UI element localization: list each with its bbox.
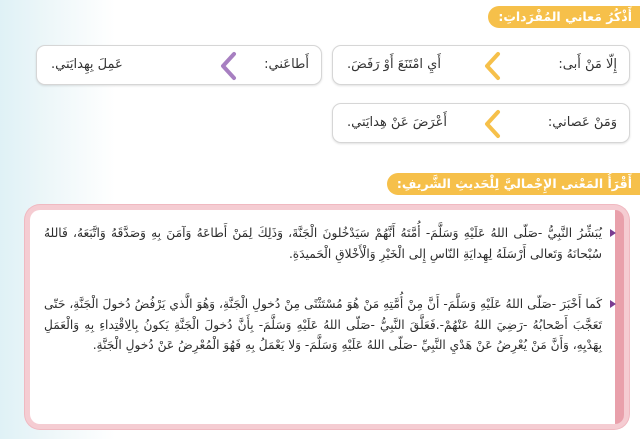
summary-paragraph-1: [44, 223, 602, 264]
paragraph-text: يُبَشِّرُ النَّبِيُّ -صَلّى اللهُ عَلَيْهِ وَسَلَّمَ- أُمَّتَهُ أَنَّهُمْ سَيَدْخُلونَ الْجَنَّةَ، وَذَلِكَ لِمَنْ أَطاعَهُ وَآمَنَ بِهِ وَصَدَّقَهُ وَاتَّبَعَهُ، فَاللهُ سُبْحانَهُ وَتَعالى أَرْسَلَهُ لِهِدايَةِ النّاسِ إِلى الْخَيْرِ وَالْأَخْلاقِ الْحَميدَةِ.: [44, 226, 602, 261]
vocab-card-3: [332, 103, 630, 143]
summary-box: [30, 210, 624, 424]
vocab-meaning: أَعْرَضَ عَنْ هِدايَتي.: [347, 115, 447, 130]
vocab-card-2: [36, 45, 322, 85]
chevron-left-icon: [483, 51, 501, 81]
bullet-triangle-icon: [610, 300, 616, 308]
paragraph-text: كَما أَخْبَرَ -صَلّى اللهُ عَلَيْهِ وَسَلَّمَ- أَنَّ مِنْ أُمَّتِهِ مَنْ هُوَ مُسْتَثْنًى مِنْ دُخولِ الْجَنَّةِ، وَهُوَ الَّذي يَرْفُضُ دُخولَ الْجَنَّةِ، حَتّى تَعَجَّبَ أَصْحابُهُ -رَضِيَ اللهُ عَنْهُمْ-.فَعَلَّقَ النَّبِيُّ -صَلّى اللهُ عَلَيْهِ وَسَلَّمَ- بِأَنَّ دُخولَ الْجَنَّةِ يَكونُ بِالِاقْتِداءِ بِهِ وَالْعَمَلِ بِهَدْيِهِ، وَأَنَّ مَنْ يُعْرِضُ عَنْ هَدْيِ النَّبِيِّ -صَلّى اللهُ عَلَيْهِ وَسَلَّمَ- وَلا يَعْمَلُ بِهِ فَهُوَ الْمُعْرِضُ عَنْ دُخولِ الْجَنَّةِ.: [44, 297, 602, 352]
vocab-meaning: عَمِلَ بِهِدايَتي.: [51, 57, 123, 72]
vocab-term: أَطاعَني:: [264, 57, 309, 72]
summary-paragraph-2: [44, 294, 602, 356]
vocab-card-1: [332, 45, 630, 85]
summary-box-accent: [615, 210, 624, 424]
vocab-term: وَمَنْ عَصاني:: [547, 115, 617, 130]
vocab-term: إِلّا مَنْ أَبى:: [558, 57, 617, 72]
vocab-meaning: أَيِ امْتَنَعَ أَوْ رَفَضَ.: [347, 57, 441, 72]
section-heading-summary: أَقْرَأُ المَعْنى الإِجْماليَّ لِلْحَديثِ الشَّريفِ:: [387, 173, 640, 195]
bullet-triangle-icon: [610, 229, 616, 237]
chevron-left-icon: [219, 51, 237, 81]
section-heading-vocabulary: أَذْكُرُ مَعاني المُفْرَداتِ:: [488, 6, 640, 28]
chevron-left-icon: [483, 109, 501, 139]
